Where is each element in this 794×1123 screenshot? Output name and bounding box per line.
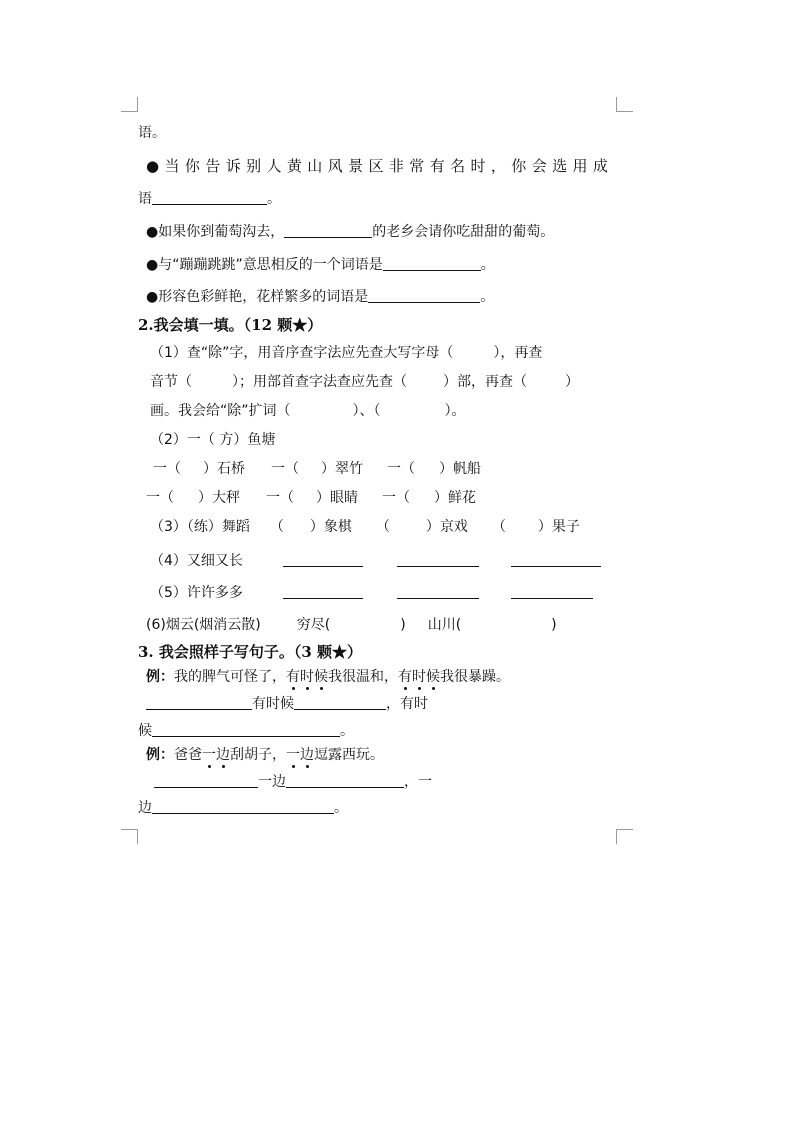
example-char: 躁 <box>482 669 496 685</box>
answer-blank[interactable] <box>511 584 593 599</box>
section-2-title: 2.我会填一填。（12 颗★） <box>138 316 323 334</box>
example-char: 怪 <box>244 669 258 685</box>
example-char: 候 <box>314 669 328 685</box>
example-char: 刮 <box>230 747 244 763</box>
example-char: 一 <box>202 747 216 763</box>
example-char: 露 <box>328 747 342 763</box>
example-char: 时 <box>412 669 426 685</box>
example-char: 很 <box>454 669 468 685</box>
question-4-row: （4）又细又长 <box>150 552 601 570</box>
example-sentence-1: 例：我的脾气可怪了，有时候我很温和，有时候我很暴躁。 <box>146 669 510 685</box>
answer-blank[interactable] <box>397 584 479 599</box>
example-char: 。 <box>370 747 384 763</box>
answer-blank[interactable] <box>383 256 481 271</box>
example-char: 暴 <box>468 669 482 685</box>
answer-blank[interactable] <box>152 799 334 814</box>
example-char: 我 <box>440 669 454 685</box>
answer-blank[interactable] <box>294 695 386 710</box>
answer-blank[interactable] <box>154 773 258 788</box>
example-char: 边 <box>216 747 230 763</box>
bullet-item-2: ●如果你到葡萄沟去， 的老乡会请你吃甜甜的葡萄。 <box>146 224 555 240</box>
example-char: 我 <box>328 669 342 685</box>
example-char: 边 <box>300 747 314 763</box>
crop-mark-top-right <box>616 97 633 112</box>
example-char: 和 <box>370 669 384 685</box>
answer-blank[interactable] <box>511 552 601 567</box>
example-char: 有 <box>398 669 412 685</box>
bullet-item-3: ●与“蹦蹦跳跳”意思相反的一个词语是 。 <box>146 257 495 273</box>
example-char: ， <box>272 747 286 763</box>
example-char: 有 <box>286 669 300 685</box>
answer-blank[interactable] <box>283 584 363 599</box>
example-1-fill-line2: 候 。 <box>138 723 354 739</box>
example-char: 时 <box>300 669 314 685</box>
question-1-line1: （1）查“除”字，用音序查字法应先查大写字母（ ），再查 <box>150 345 543 361</box>
example-char: 可 <box>230 669 244 685</box>
crop-mark-bottom-left <box>121 829 138 844</box>
section-3-title: 3. 我会照样子写句子。（3 颗★） <box>138 643 363 661</box>
bullet-item-4: ●形容色彩鲜艳，花样繁多的词语是 。 <box>146 289 495 305</box>
example-char: 候 <box>426 669 440 685</box>
example-sentence-2: 例：爸爸一边刮胡子，一边逗露西玩。 <box>146 747 384 763</box>
example-char: 爸 <box>188 747 202 763</box>
question-3-row: （3）（练）舞蹈 （ ）象棋 （ ）京戏 （ ）果子 <box>150 519 580 535</box>
answer-blank[interactable] <box>152 722 340 737</box>
example-char: 西 <box>342 747 356 763</box>
example-2-fill-line2: 边 。 <box>138 800 348 816</box>
answer-blank[interactable] <box>152 190 267 205</box>
bullet-icon: ● <box>146 257 159 273</box>
example-char: ， <box>272 669 286 685</box>
bullet-item-1-line2: 语 。 <box>138 191 281 207</box>
example-char: 我 <box>174 669 188 685</box>
bullet-icon: ● <box>146 157 165 175</box>
example-char: 温 <box>356 669 370 685</box>
example-char: 很 <box>342 669 356 685</box>
example-1-fill-line1: 有时候 ，有时 <box>146 695 428 713</box>
answer-blank[interactable] <box>146 695 252 710</box>
question-5-row: （5）许许多多 <box>150 584 593 602</box>
crop-mark-bottom-right <box>616 829 633 844</box>
example-char: 脾 <box>202 669 216 685</box>
example-char: 胡 <box>244 747 258 763</box>
question-1-line2: 音节（ ）；用部首查字法查应先查（ ）部，再查（ ） <box>150 374 579 390</box>
example-char: 爸 <box>174 747 188 763</box>
question-1-line3: 画。我会给“除”扩词（ ）、（ ）。 <box>150 403 466 419</box>
continued-text: 语。 <box>138 125 166 141</box>
bullet-item-1: ●当你告诉别人黄山风景区非常有名时，你会选用成 <box>146 157 614 175</box>
example-char: ， <box>384 669 398 685</box>
example-char: 。 <box>496 669 510 685</box>
answer-blank[interactable] <box>286 773 404 788</box>
question-2-row1: 一（ ）石桥 一（ ）翠竹 一（ ）帆船 <box>153 461 481 477</box>
answer-blank[interactable] <box>283 552 363 567</box>
example-char: 逗 <box>314 747 328 763</box>
bullet-icon: ● <box>146 224 159 240</box>
bullet-icon: ● <box>146 289 159 305</box>
question-2-row2: 一（ ）大秤 一（ ）眼睛 一（ ）鲜花 <box>146 490 476 506</box>
example-char: 一 <box>286 747 300 763</box>
example-2-fill-line1: 一边 ，一 <box>154 773 432 791</box>
example-char: 了 <box>258 669 272 685</box>
example-char: 气 <box>216 669 230 685</box>
answer-blank[interactable] <box>368 288 480 303</box>
example-char: 子 <box>258 747 272 763</box>
answer-blank[interactable] <box>397 552 479 567</box>
question-6-row: (6)烟云(烟消云散) 穷尽( ) 山川( ) <box>146 617 557 633</box>
question-2-example: （2）一（ 方）鱼塘 <box>150 432 276 448</box>
example-char: 玩 <box>356 747 370 763</box>
answer-blank[interactable] <box>284 223 372 238</box>
crop-mark-top-left <box>121 97 138 112</box>
example-char: 的 <box>188 669 202 685</box>
